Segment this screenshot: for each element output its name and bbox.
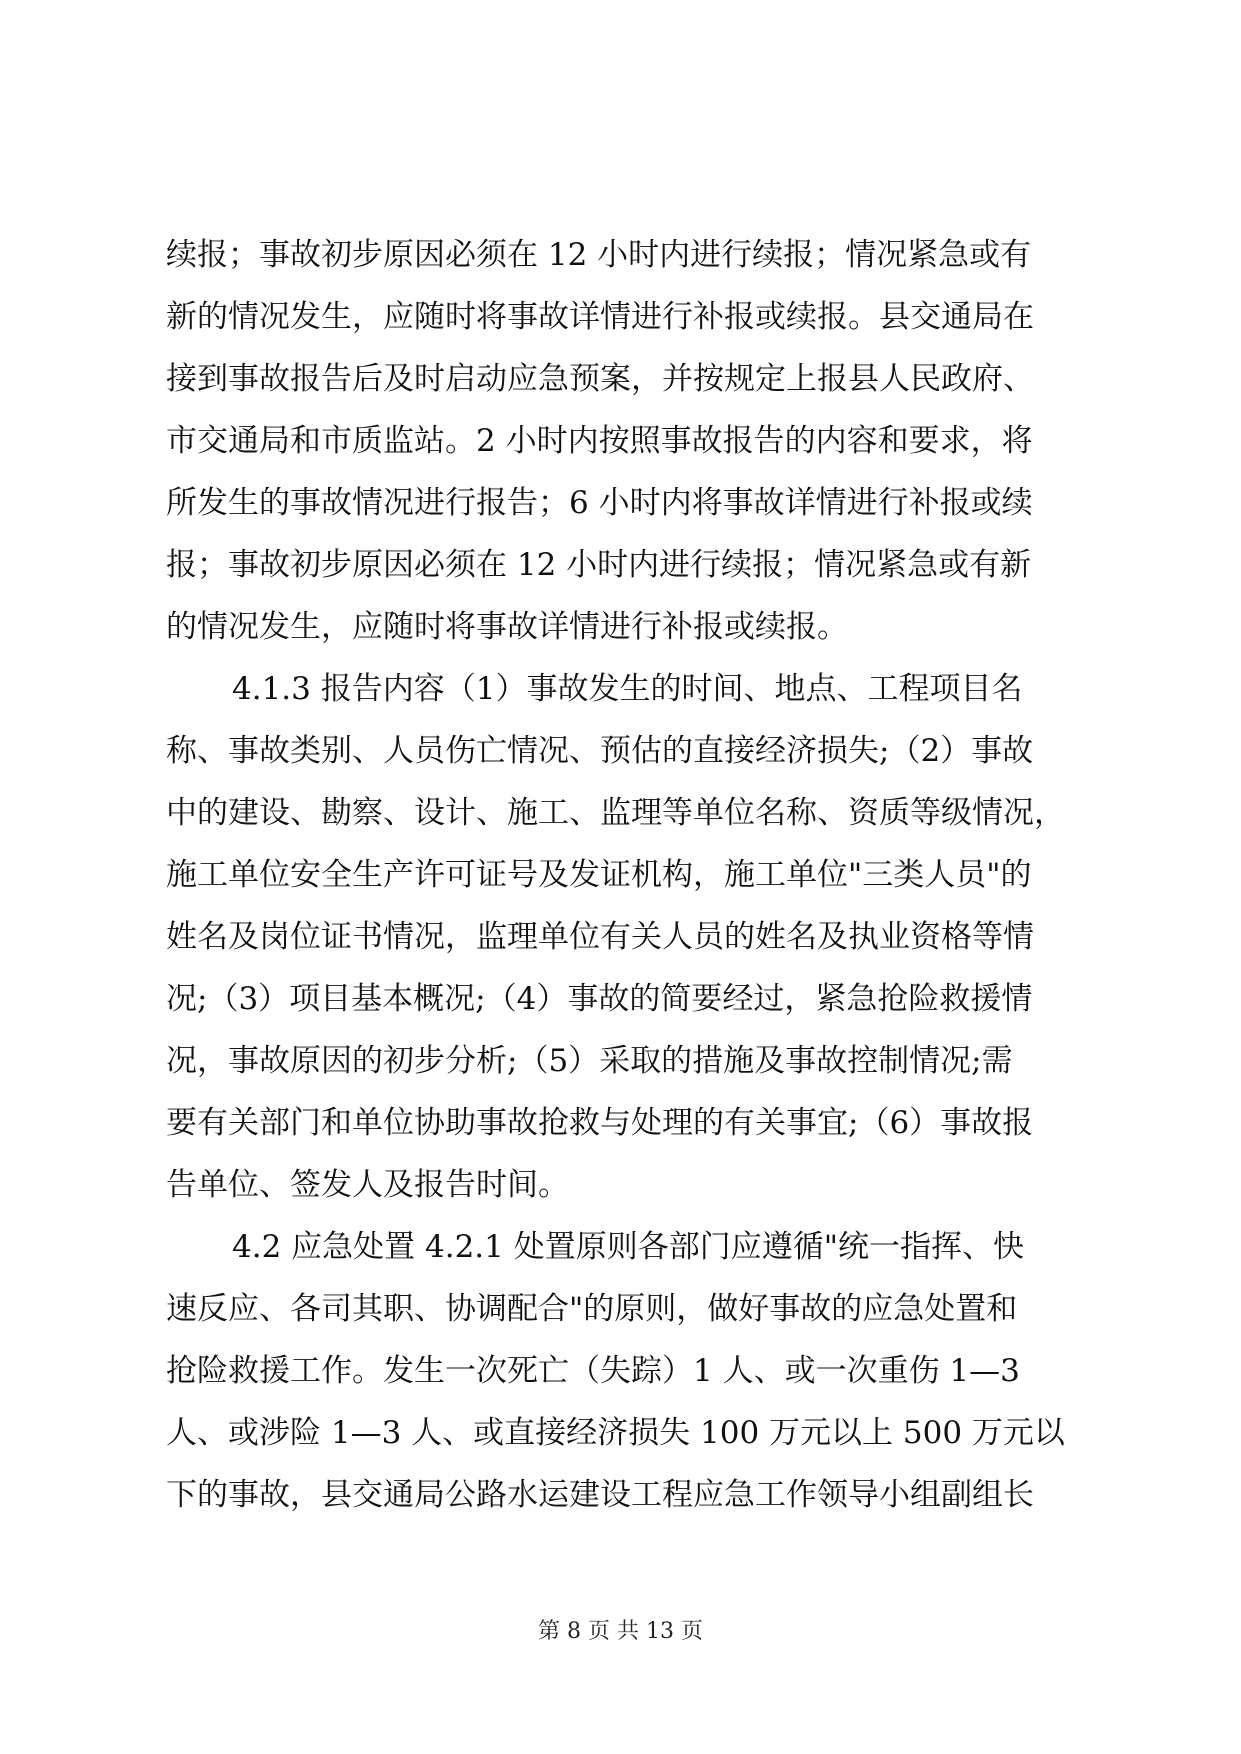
text-line: 要有关部门和单位协助事故抢救与处理的有关事宜;（6）事故报 [166,1105,1034,1141]
text-line: 施工单位安全生产许可证号及发证机构，施工单位"三类人员"的 [166,857,1032,893]
text-line: 人、或涉险 1—3 人、或直接经济损失 100 万元以上 500 万元以 [166,1415,1065,1451]
text-line: 速反应、各司其职、协调配合"的原则，做好事故的应急处置和 [166,1291,1018,1327]
text-line: 况，事故原因的初步分析;（5）采取的措施及事故控制情况;需 [166,1043,1013,1079]
text-line: 续报；事故初步原因必须在 12 小时内进行续报；情况紧急或有 [166,237,1032,273]
page-number-footer: 第 8 页 共 13 页 [538,1619,703,1644]
text-line: 接到事故报告后及时启动应急预案，并按规定上报县人民政府、 [166,361,1034,397]
text-line: 抢险救援工作。发生一次死亡（失踪）1 人、或一次重伤 1—3 [166,1353,1020,1389]
paragraph-start-line: 4.2 应急处置 4.2.1 处置原则各部门应遵循"统一指挥、快 [232,1229,1024,1265]
text-line: 姓名及岗位证书情况，监理单位有关人员的姓名及执业资格等情 [166,919,1034,955]
text-line: 中的建设、勘察、设计、施工、监理等单位名称、资质等级情况， [166,795,1065,831]
text-line: 报；事故初步原因必须在 12 小时内进行续报；情况紧急或有新 [166,547,1032,583]
text-line: 告单位、签发人及报告时间。 [166,1167,569,1203]
text-line: 新的情况发生，应随时将事故详情进行补报或续报。县交通局在 [166,299,1034,335]
text-line: 称、事故类别、人员伤亡情况、预估的直接经济损失;（2）事故 [166,733,1034,769]
text-line: 的情况发生，应随时将事故详情进行补报或续报。 [166,609,848,645]
text-line: 市交通局和市质监站。2 小时内按照事故报告的内容和要求，将 [166,423,1033,459]
text-line: 况;（3）项目基本概况;（4）事故的简要经过，紧急抢险救援情 [166,981,1033,1017]
paragraph-start-line: 4.1.3 报告内容（1）事故发生的时间、地点、工程项目名 [232,671,1023,707]
text-line: 下的事故，县交通局公路水运建设工程应急工作领导小组副组长 [166,1477,1034,1513]
text-line: 所发生的事故情况进行报告；6 小时内将事故详情进行补报或续 [166,485,1033,521]
